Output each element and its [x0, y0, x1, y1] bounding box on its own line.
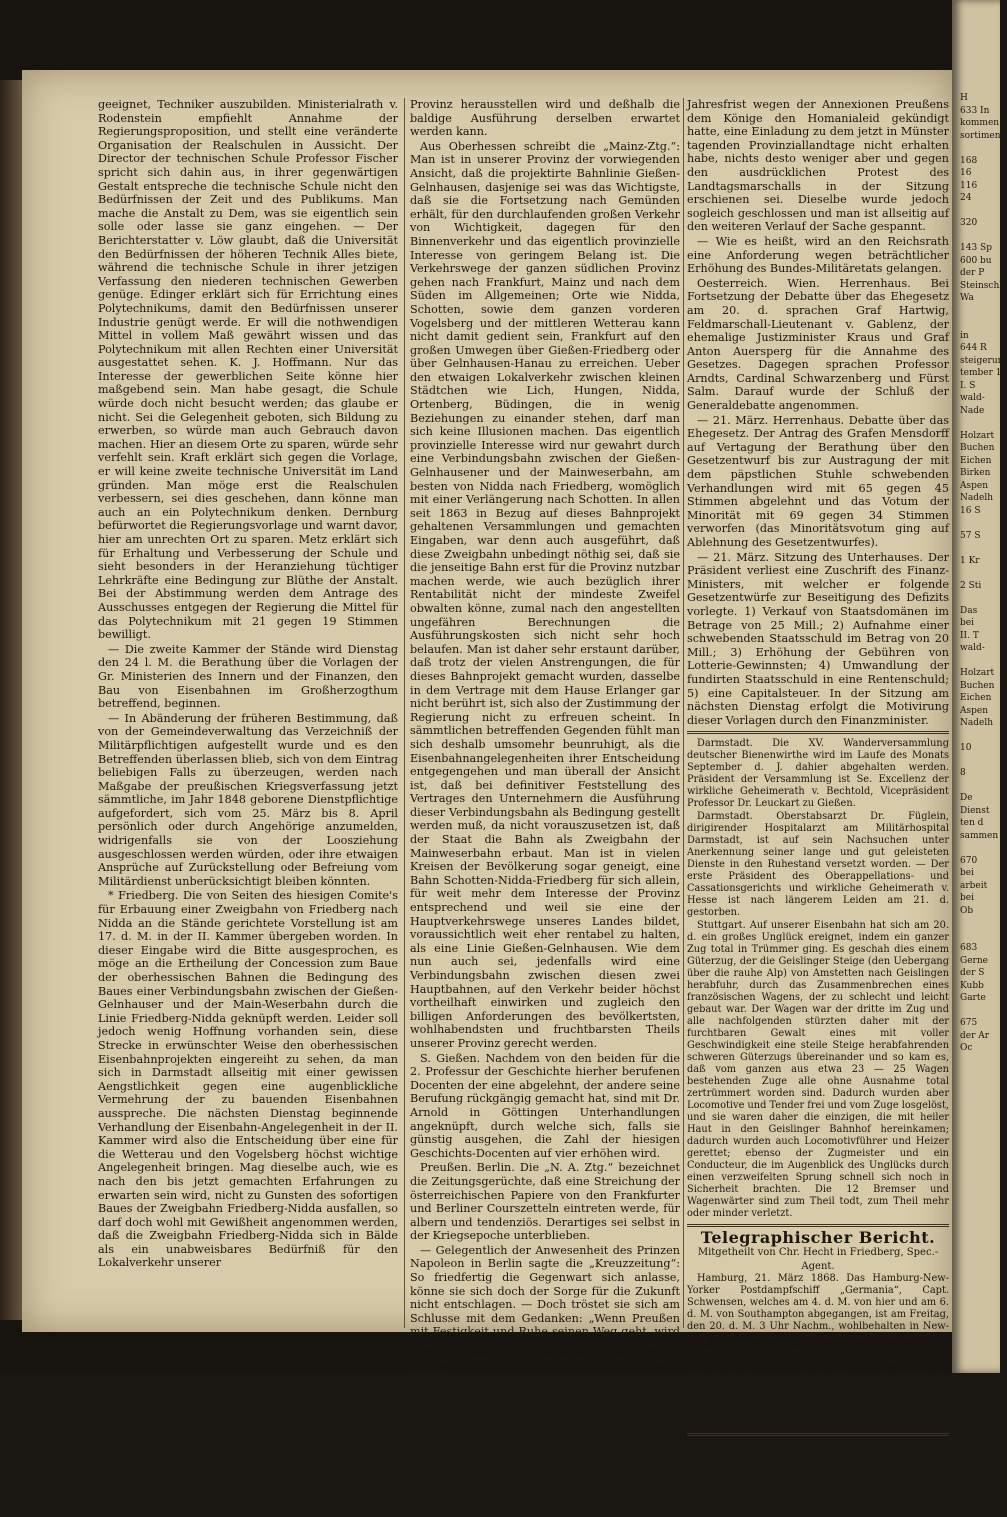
adjacent-page-fragment: 10: [960, 743, 972, 753]
adjacent-page-fragment: Birken: [960, 468, 991, 478]
article-paragraph: — 21. März. Herrenhaus. Debatte über das Ehegesetz. Der Antrag des Grafen Mensdorff auf Vertagung der Berathung über den Gesetzentwurf bis zur Austragung der mit dem päpstlichen Stuhle schwebenden Verhandlungen wird mit 65 gegen 45 Stimmen abgelehnt und das Votum der Minorität mit 69 gegen 34 Stimmen verworfen (das Minoritätsvotum ging auf Ablehnung des Gesetzentwurfes).: [687, 413, 949, 549]
adjacent-page-fragment: bei: [960, 893, 974, 903]
adjacent-page-fragment: 116: [960, 180, 978, 191]
adjacent-page-fragment: 320: [960, 218, 978, 228]
article-paragraph: — Die zweite Kammer der Stände wird Dienstag den 24 l. M. die Berathung über die Vorlagen der Gr. Ministerien des Innern und der Finanzen, den Bau von Eisenbahnen im Großherzogthum betreffend, beginnen.: [98, 642, 398, 711]
adjacent-page-fragment: tember 1: [960, 368, 1002, 378]
column-rule: [683, 98, 684, 1328]
article-paragraph: — In Abänderung der früheren Bestimmung, daß von der Gemeindeverwaltung das Verzeichniß der Militärpflichtigen aufgestellt wurde und es den Betreffenden überlassen blieb, sich von dem Eintrag beliebigen Falls zu überzeugen, werden nach Maßgabe der preußischen Kriegsverfassung jetzt sämmtliche, im Jahr 1848 geborene Dienstpflichtige aufgefordert, sich vom 25. März bis 8. April persönlich oder durch Angehörige anzumelden, widrigenfalls sie von der Loosziehung ausgeschlossen werden würden, oder ihre etwaigen Ansprüche auf Zurückstellung oder Befreiung vom Militärdienst unberücksichtigt bleiben könnten.: [98, 711, 398, 888]
adjacent-page-fragment: De: [960, 793, 973, 803]
adjacent-page-fragment: Das: [960, 605, 978, 616]
adjacent-page-fragment: steigerun: [960, 355, 1004, 366]
adjacent-page-fragment: kommen: [960, 118, 1000, 128]
adjacent-page-fragment: Holzart: [960, 668, 995, 678]
adjacent-page-fragment: 644 R: [960, 343, 987, 353]
telegraph-title: Telegraphischer Bericht.: [700, 1228, 936, 1248]
adjacent-page-fragment: Nadelh: [960, 493, 994, 503]
column-rule: [404, 98, 405, 1328]
article-paragraph: — Gelegentlich der Anwesenheit des Prinzen Napoleon in Berlin sagte die „Kreuzzeitung“: So friedfertig die Gegenwart sich anlasse, könne sie sich doch der Sorge für die Zukunft nicht entschlagen. — Doch tröstet sie sich am Schlusse mit dem Gedanken: „Wenn Preußen mit Festigkeit und Ruhe seinen Weg geht, wird Niemand uns stören, und an Allianzen würde es uns — wenn's nöthig wäre — gewiß nicht fehlen.“: [410, 1243, 680, 1380]
adjacent-page-fragment: Kubb: [960, 980, 984, 991]
adjacent-page-fragment: Dienst: [960, 805, 990, 816]
section-divider: [687, 1433, 949, 1436]
article-paragraph: Aus Oberhessen schreibt die „Mainz-Ztg.“: Man ist in unserer Provinz der vorwiegenden Ansicht, daß die projektirte Bahnlinie Gießen-Gelnhausen, dasjenige sei was das Wichtigste, daß sie die Fortsetzung nach Gemünden erhält, für den durchlaufenden großen Verkehr von Wichtigkeit, dagegen für den Binnenverkehr und das eigentlich provinzielle Interesse von geringem Belang ist. Die Verkehrswege der ganzen südlichen Provinz gehen nach Frankfurt, Mainz und nach dem Süden im Allgemeinen; Orte wie Nidda, Schotten, sowie dem ganzen vorderen Vogelsberg und der mittleren Wetterau kann nicht damit gedient sein, Frankfurt auf den großen Umwegen über Gießen-Friedberg oder über Gelnhausen-Hanau zu erreichen. Ueber den etwaigen Lokalverkehr zwischen kleinen Städtchen wie Lich, Hungen, Nidda, Ortenberg, Büdingen, die in wenig Beziehungen zu einander stehen, darf man sich keine Illusionen machen. Das eigentlich provinzielle Interesse wird nur gewahrt durch eine Verbindungsbahn zwischen der Gießen-Gelnhausener und der Mainweserbahn, am besten von Nidda nach Friedberg, womöglich mit einer Verlängerung nach Schotten. In allen seit 1863 in Bezug auf dieses Bahnprojekt gehaltenen Versammlungen und gemachten Eingaben, war denn auch ausgeführt, daß diese Zweigbahn unbedingt nöthig sei, daß sie die jenseitige Bahn erst für die Provinz nutzbar machen werde, wie auch bezüglich ihrer Rentabilität nicht der mindeste Zweifel obwalten könne, zumal nach den angestellten ungefähren Berechnungen die Ausführungskosten sich nicht sehr hoch belaufen. Man ist daher sehr erstaunt darüber, daß trotz der vielen Anstrengungen, die für dieses Bahnprojekt gemacht wurden, dasselbe in dem Vertrage mit dem Hause Erlanger gar nicht berührt ist, sich also der Zustimmung der Regierung nicht zu erfreuen scheint. In sämmtlichen betreffenden Gegenden fühlt man sich deshalb umsomehr beunruhigt, als die Eisenbahnangelegenheiten ihrer Entscheidung entgegengehen und man überall der Ansicht ist, daß bei definitiver Feststellung des Vertrages den Unternehmern die Ausführung dieser Verbindungsbahn als Bedingung gestellt werden muß, da nicht vorauszusetzen ist, daß der Staat die Bahn als Zweigbahn der Mainweserbahn erbaut. Man ist in vielen Kreisen der Bevölkerung sogar geneigt, eine Bahn Schotten-Nidda-Friedberg für sich allein, für weit mehr dem Interesse der Provinz entsprechend und weil sie eine der Hauptverkehrswege unseres Landes bildet, voraussichtlich weit eher rentabel zu halten, als eine Linie Gießen-Gelnhausen. Wie dem nun auch sei, jedenfalls wird eine Verbindungsbahn zwischen diesen zwei Hauptbahnen, auf den Verkehr beider höchst vortheilhaft einwirken und zugleich den billigen Anforderungen des bevölkertsten, wohlhabendsten und fruchtbarsten Theils unserer Provinz gerecht werden.: [410, 139, 680, 1050]
adjacent-page-fragment: [952, 305, 1000, 318]
lottery-title: Verloosungen.: [750, 1439, 886, 1454]
adjacent-page-fragment: Nadelh: [960, 718, 994, 728]
adjacent-page-fragment: bei: [960, 868, 974, 878]
adjacent-page-fragment: der Ar: [960, 1030, 990, 1041]
adjacent-page-fragment: wald-: [960, 393, 985, 403]
adjacent-page-fragment: I. S: [960, 380, 976, 391]
page-binding-edge: [0, 80, 24, 1320]
adjacent-page-fragment: wald-: [960, 643, 985, 653]
column-3: [687, 98, 949, 1517]
adjacent-page-fragment: in: [960, 330, 969, 341]
article-paragraph: geeignet, Techniker auszubilden. Ministerialrath v. Rodenstein empfiehlt Annahme der Regierungsproposition, und stellt eine veränderte Organisation der Realschulen in Aussicht. Der Director der technischen Schule Professor Fischer spricht sich dahin aus, in ihrer gegenwärtigen Gestalt entspreche die technische Schule nicht den Bedürfnissen der Zeit und des Publikums. Man mache die Anstalt zu Dem, was sie eigentlich sein solle oder lasse sie ganz eingehen. — Der Berichterstatter v. Löw glaubt, daß die Universität den Bedürfnissen der höheren Technik Alles biete, während die technische Schule in ihrer jetzigen Verfassung den niederen technischen Gewerben genüge. Edinger erklärt sich für Errichtung eines Polytechnikums, damit den Bedürfnissen unserer Industrie genügt werde. Er will die nothwendigen Mittel in vollem Maß gewährt wissen und das Polytechnikum mit allen Rechten einer Universität ausgestattet sehen. K. J. Hoffmann. Nur das Interesse der gewerblichen Seite könne hier maßgebend sein. Man habe gesagt, die Schule würde doch nicht besucht werden; das glaube er nicht. Sei die Gelegenheit geboten, sich Bildung zu erwerben, so würde man auch Gebrauch davon machen. Hier an diesem Orte zu sparen, würde sehr verfehlt sein. Kraft erklärt sich gegen die Vorlage, er will keine zweite technische Universität im Land gründen. Man möge erst die Realschulen verbessern, sei dies geschehen, dann könne man auch an ein Polytechnikum denken. Dernburg befürwortet die Regierungsvorlage und warnt davor, hier am unrechten Ort zu sparen. Metz erklärt sich für Erhaltung und Verbesserung der Schule und sieht besonders in der Heranziehung tüchtiger Lehrkräfte eine Bedingung zur Blüthe der Anstalt. Bei der Abstimmung werden dem Antrage des Ausschusses entgegen der Regierung die Mittel für das Polytechnikum mit 21 gegen 19 Stimmen bewilligt.: [98, 98, 398, 642]
adjacent-page-fragment: [952, 1005, 1000, 1018]
news-item: Darmstadt. Die XV. Wanderversammlung deutscher Bienenwirthe wird im Laufe des Monats September d. J. dahier abgehalten werden. Präsident der Versammlung ist Se. Excellenz der wirkliche Geheimerath v. Bechtold, Vicepräsident Professor Dr. Leuckart zu Gießen.: [687, 738, 949, 810]
adjacent-page-fragment: Steinschla: [960, 280, 1007, 291]
adjacent-page-fragment: Ob: [960, 905, 974, 916]
adjacent-page-fragment: [952, 842, 1000, 855]
adjacent-page-fragment: [952, 730, 1000, 743]
adjacent-page-fragment: 57 S: [960, 530, 981, 541]
adjacent-page-fragment: [952, 755, 1000, 768]
adjacent-page-fragment: Buchen: [960, 443, 995, 453]
adjacent-page-fragment: Gerne: [960, 955, 988, 966]
adjacent-page-fragment: 1 Kr: [960, 555, 980, 566]
column-2: [410, 98, 680, 1409]
adjacent-page-fragment: bei: [960, 618, 974, 628]
adjacent-page-fragment: Oc: [960, 1043, 973, 1053]
adjacent-page-fragment: II. T: [960, 630, 979, 641]
article-paragraph: * Friedberg. Die von Seiten des hiesigen Comite's für Erbauung einer Zweigbahn von Friedberg nach Nidda an die Stände gerichtete Vorstellung ist am 17. d. M. in der II. Kammer übergeben worden. In dieser Eingabe wird die Bitte ausgesprochen, es möge an die Ertheilung der Concession zum Baue der oberhessischen Bahnen die Bedingung des Baues einer Verbindungsbahn zwischen der Gießen-Gelnhauser und der Main-Weserbahn durch die Linie Friedberg-Nidda geknüpft werden. Leider soll jedoch wenig Hoffnung vorhanden sein, diese Strecke in erwünschter Weise den oberhessischen Eisenbahnprojekten eingereiht zu sehen, da man sich in Darmstadt allseitig mit einer gewissen Aengstlichkeit gegen eine augenblickliche Vermehrung der zu bauenden Eisenbahnen ausspreche. Die nächsten Dienstag beginnende Verhandlung der Eisenbahn-Angelegenheit in der II. Kammer wird also die Entscheidung über eine für die Wetterau und den Vogelsberg höchst wichtige Angelegenheit bringen. Mag dieselbe auch, wie es nach den bis jetzt gemachten Erfahrungen zu erwarten sein wird, nicht zu Gunsten des sofortigen Baues der Zweigbahn Friedberg-Nidda ausfallen, so darf doch wohl mit Gewißheit angenommen werden, daß die Zweigbahn Friedberg-Nidda sich in Bälde als ein unabweisbares Bedürfniß für den Lokalverkehr unserer: [98, 889, 398, 1270]
section-divider: [687, 1224, 949, 1227]
adjacent-page-fragment: [952, 567, 1000, 580]
column-1: [98, 98, 398, 1271]
adjacent-page-fragment: 168: [960, 155, 978, 166]
adjacent-page-fragment: 600 bu: [960, 255, 992, 266]
newspaper-page: [22, 70, 952, 1515]
adjacent-page-fragment: Aspen: [960, 480, 989, 491]
news-item: Stuttgart. Auf unserer Eisenbahn hat sich am 20. d. ein großes Unglück ereignet, indem ein ganzer Zug total in Trümmer ging. Es geschah dies einem Güterzug, der die Geislinger Steige (den Uebergang über die rauhe Alp) von Amstetten nach Geislingen herabfuhr, durch das Zusammenbrechen eines französischen Wagens, der zu schlecht und leicht gebaut war. Der Wagen war der dritte im Zug und alle nachfolgenden stürzten daher mit der furchtbaren Gewalt eines mit voller Geschwindigkeit eine steile Steige herabfahrenden schweren Güterzugs übereinander und so kam es, daß vom ganzen aus etwa 23 — 25 Wagen bestehenden Zuge alle ohne Ausnahme total zertrümmert worden sind. Dadurch wurden aber Locomotive und Tender frei und vom Zuge losgelöst, und sie waren daher die einzigen, die mit heiler Haut in den Geislinger Bahnhof hereinkamen; dadurch wurden auch Locomotivführer und Heizer gerettet; ebenso der Zugmeister und ein Conducteur, die im Augenblick des Unglücks durch einen verzweifelten Sprung schnell sich noch in Sicherheit brachten. Die 12 Bremser und Wagenwärter sind zum Theil todt, zum Theil mehr oder minder verletzt.: [687, 920, 949, 1220]
article-paragraph: S. Gießen. Nachdem von den beiden für die 2. Professur der Geschichte hierher berufenen Docenten der eine abgelehnt, der andere seine Berufung rückgängig gemacht hat, sind mit Dr. Arnold in Göttingen Unterhandlungen angeknüpft, durch welche sich, falls sie günstig ausgehen, die Zahl der hiesigen Geschichts-Docenten auf vier erhöhen wird.: [410, 1051, 680, 1160]
adjacent-page-fragment: der S: [960, 968, 985, 978]
adjacent-page-fragment: [952, 417, 1000, 430]
article-paragraph: Provinz herausstellen wird und deßhalb die baldige Ausführung derselben erwartet werden kann.: [410, 98, 680, 139]
adjacent-page-fragment: Garte: [960, 993, 986, 1003]
telegraph-subtitle: Mitgetheilt von Chr. Hecht in Friedberg, Spec.-Agent.: [697, 1246, 939, 1272]
adjacent-page-fragments: [952, 0, 1007, 1055]
adjacent-page-fragment: 675: [960, 1018, 978, 1028]
article-paragraph: — 21. März. Sitzung des Unterhauses. Der Präsident verliest eine Zuschrift des Finanz-Ministers, mit welcher er folgende Gesetzentwürfe zur Beseitigung des Defizits vorlegte. 1) Verkauf von Staatsdomänen im Betrage von 25 Mill.; 2) Aufnahme einer schwebenden Staatsschuld im Betrag von 20 Mill.; 3) Erhöhung der Gebühren von Lotterie-Gewinnsten; 4) Umwandlung der fundirten Staatsschuld in eine Rentenschuld; 5) eine Capitalsteuer. In der Sitzung am nächsten Dienstag erfolgt die Motivirung dieser Vorlagen durch den Finanzminister.: [687, 550, 949, 727]
adjacent-page-fragment: sortiment: [960, 130, 1005, 141]
adjacent-page-fragment: [952, 542, 1000, 555]
article-paragraph: Aus Westphalen wird gemeldet, daß Graf Westphalen auf Haus Laer, welcher vor: [410, 1380, 680, 1408]
adjacent-page-fragment: [952, 655, 1000, 668]
adjacent-page-fragment: [952, 142, 1000, 155]
adjacent-page-fragment: 16 S: [960, 505, 981, 516]
adjacent-page-strip: [952, 0, 1007, 1373]
adjacent-page-fragment: [952, 780, 1000, 793]
section-divider: [687, 731, 949, 734]
adjacent-page-fragment: Buchen: [960, 680, 995, 691]
adjacent-page-fragment: Wa: [960, 293, 974, 303]
adjacent-page-fragment: sammen: [960, 830, 999, 841]
lottery-body: Freiburg, 15. März. (15 Fr. Loose von 1861.) Bei der heutigen Ziehung wurden folgende Haupttreffer gezogen: Serie 5045 Nr. 19 40,000 Fr., Serie 7523 Nr. 45 4000 Fr. und Serie 944 Nr. 6 1000 Fr. Die Gewinnzahlung geschieht am 15. Juni d. J.: [687, 1455, 949, 1515]
adjacent-page-fragment: 143 Sp: [960, 243, 992, 253]
adjacent-page-fragment: H: [960, 93, 968, 103]
local-news-block: [687, 738, 949, 1220]
adjacent-page-fragment: 8: [960, 768, 966, 778]
adjacent-page-fragment: der P: [960, 268, 985, 278]
adjacent-page-fragment: ten d: [960, 818, 984, 828]
adjacent-page-fragment: 633 In: [960, 105, 990, 116]
adjacent-page-fragment: [952, 917, 1000, 930]
article-paragraph: Jahresfrist wegen der Annexionen Preußens dem Könige den Homanialeid gekündigt hatte, eine Einladung zu dem jetzt in Münster tagenden Provinziallandtage nicht erhalten habe, nichts desto weniger aber und gegen den ausdrücklichen Protest des Landtagsmarschalls in der Sitzung erschienen sei. Dieselbe wurde jedoch sogleich geschlossen und man ist allseitig auf den weiteren Verlauf der Sache gespannt.: [687, 98, 949, 234]
adjacent-page-fragment: [952, 592, 1000, 605]
article-paragraph: Oesterreich. Wien. Herrenhaus. Bei Fortsetzung der Debatte über das Ehegesetz am 20. d. sprachen Graf Hartwig, Feldmarschall-Lieutenant v. Gablenz, der ehemalige Justizminister Kraus und Graf Anton Auersperg für die Annahme des Gesetzes. Dagegen sprachen Professor Arndts, Cardinal Schwarzenberg und Fürst Salm. Darauf wurde der Schluß der Generaldebatte angenommen.: [687, 276, 949, 413]
adjacent-page-fragment: Nade: [960, 405, 985, 416]
adjacent-page-fragment: 670: [960, 855, 978, 866]
adjacent-page-fragment: [952, 205, 1000, 218]
adjacent-page-fragment: [952, 230, 1000, 243]
adjacent-page-fragment: [952, 317, 1000, 330]
adjacent-page-fragment: arbeit: [960, 880, 988, 891]
article-paragraph: — Wie es heißt, wird an den Reichsrath eine Anforderung wegen beträchtlicher Erhöhung des Bundes-Militäretats gelangen.: [687, 234, 949, 276]
news-item: Darmstadt. Oberstabsarzt Dr. Füglein, dirigirender Hospitalarzt am Militärhospital Darmstadt, ist auf sein Nachsuchen unter Anerkennung seiner lange und gut geleisteten Dienste in den Ruhestand versetzt worden. — Der erste Präsident des Oberappellations- und Cassationsgerichts und wirkliche Geheimerath v. Hesse ist nach längerem Leiden am 21. d. gestorben.: [687, 811, 949, 919]
adjacent-page-fragment: Aspen: [960, 705, 989, 716]
telegraph-body: Hamburg, 21. März 1868. Das Hamburg-New-Yorker Postdampfschiff „Germania“, Capt. Schwensen, welches am 4. d. M. von hier und am 6. d. M. von Southampton abgegangen, ist am Freitag, den 20. d. M. 3 Uhr Nachm., wohlbehalten in New-York angekommen. Das Hamburger Postdampfschiff „Cimbria“, Capt. Haack, ging, expedirt von Herrn August Bolten, William Millers Nachf., am 18. März von Hamburg via Southampton nach New-York ab. Außer einer starken Brief- u. Packetpost hatte dasselbe 69 Passagiere in der Cajüte und 576 Passagiere im Zwischendeck, sowie 300 Tons Ladung.: [687, 1273, 949, 1429]
adjacent-page-fragment: Holzart: [960, 430, 995, 441]
adjacent-page-fragment: 2 Sti: [960, 580, 982, 591]
adjacent-page-fragment: 16: [960, 168, 972, 178]
adjacent-page-fragment: [952, 930, 1000, 943]
adjacent-page-fragment: 24: [960, 193, 972, 203]
adjacent-page-fragment: Eichen: [960, 693, 992, 703]
adjacent-page-fragment: Eichen: [960, 455, 992, 466]
article-paragraph: Preußen. Berlin. Die „N. A. Ztg.“ bezeichnet die Zeitungsgerüchte, daß eine Streichung der österreichischen Papiere von den Frankfurter und Berliner Courszetteln eintreten werde, für albern und tendenziös. Derartiges sei selbst in der Kriegsepoche unterblieben.: [410, 1161, 680, 1243]
adjacent-page-fragment: 683: [960, 943, 978, 953]
adjacent-page-fragment: [952, 517, 1000, 530]
